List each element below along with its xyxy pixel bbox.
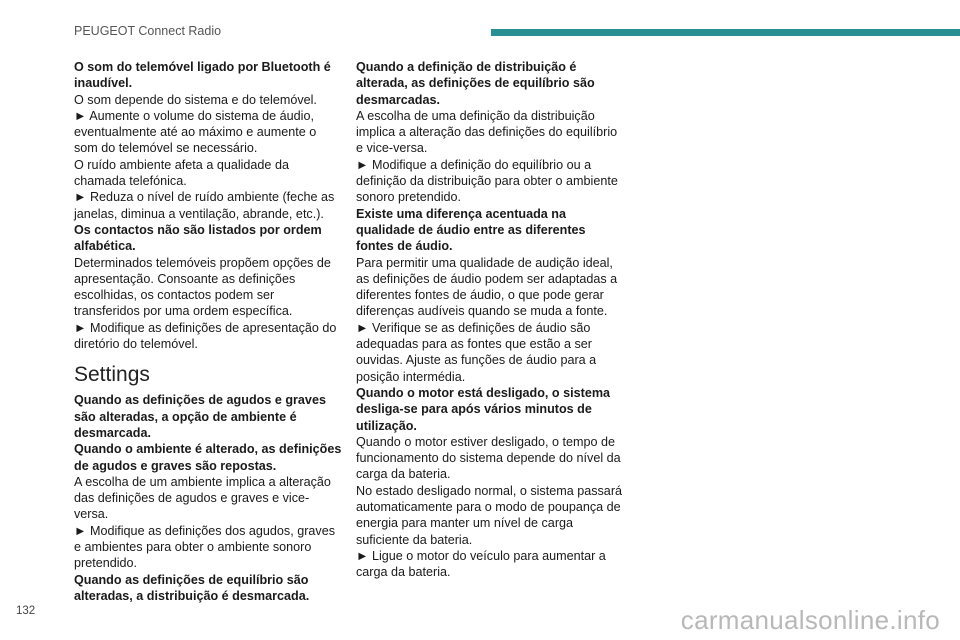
right-text: Para permitir uma qualidade de audição ideal, as definições de áudio podem ser adaptadas a diferentes fontes de áudio, o que pode gerar diferenças audíveis quando se muda a fonte. [356,255,618,319]
right-question-audio-sources: Existe uma diferença acentuada na qualidade de áudio entre as diferentes fontes de áudio. [356,206,586,254]
right-action: ► Ligue o motor do veículo para aumentar a carga da bateria. [356,548,606,580]
left-question-contacts: Os contactos não são listados por ordem alfabética. [74,222,322,254]
settings-heading: Settings [74,363,150,387]
left-column [74,59,342,604]
page-number: 132 [16,605,36,617]
header-title: PEUGEOT Connect Radio [74,24,222,38]
left-text: Determinados telemóveis propõem opções de apresentação. Consoante as definições escolhidas, os contactos podem ser transferidos por uma ordem específica. [74,255,331,319]
left-question-bluetooth: O som do telemóvel ligado por Bluetooth é inaudível. [74,60,331,91]
left-action: ► Reduza o nível de ruído ambiente (feche as janelas, diminua a ventilação, abrande, etc.). [74,190,335,221]
right-text: Quando o motor estiver desligado, o tempo de funcionamento do sistema depende do nível da carga da bateria. [356,434,621,482]
left-text: O ruído ambiente afeta a qualidade da chamada telefónica. [74,157,289,189]
left-action: ► Modifique as definições de apresentação do diretório do telemóvel. [74,320,337,352]
left-question-balance: Quando as definições de equilíbrio são alteradas, a distribuição é desmarcada. [74,572,310,603]
right-question-distribution: Quando a definição de distribuição é alterada, as definições de equilíbrio são desmarcadas. [356,60,595,107]
left-question-treble-bass: Quando as definições de agudos e graves são alteradas, a opção de ambiente é desmarcada. [74,393,326,440]
left-question-ambience: Quando o ambiente é alterado, as definições de agudos e graves são repostas. [74,442,342,473]
left-text: A escolha de um ambiente implica a alteração das definições de agudos e graves e vice-versa. [74,474,331,522]
right-question-engine-off: Quando o motor está desligado, o sistema desliga-se para após vários minutos de utilização. [356,385,611,433]
left-action: ► Aumente o volume do sistema de áudio, eventualmente até ao máximo e aumente o som do telemóvel se necessário. [74,108,317,156]
left-text: O som depende do sistema e do telemóvel. [74,92,317,107]
right-column [356,59,626,581]
right-text: A escolha de uma definição da distribuição implica a alteração das definições do equilíbrio e vice-versa. [356,108,618,156]
right-action: ► Verifique se as definições de áudio são adequadas para as fontes que estão a ser ouvidas. Ajuste as funções de áudio para a posição intermédia. [356,320,597,384]
header-accent-bar [491,29,960,36]
left-action: ► Modifique as definições dos agudos, graves e ambientes para obter o ambiente sonoro pretendido. [74,523,335,571]
right-action: ► Modifique a definição do equilíbrio ou a definição da distribuição para obter o ambiente sonoro pretendido. [356,157,618,205]
watermark: carmanualsonline.info [680,605,940,635]
right-text: No estado desligado normal, o sistema passará automaticamente para o modo de poupança de energia para manter um nível de carga suficiente da bateria. [356,483,623,547]
